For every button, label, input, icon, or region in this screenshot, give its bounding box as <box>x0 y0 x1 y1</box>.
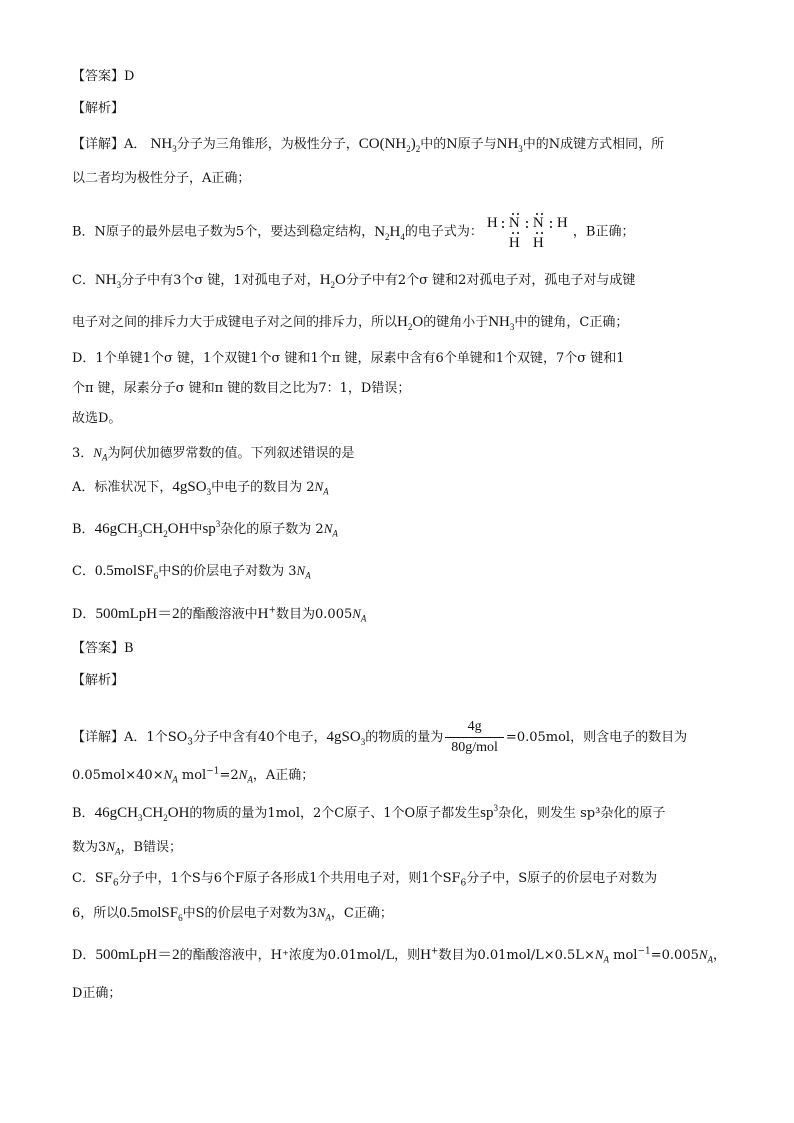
electron-dot <box>512 213 514 215</box>
analysis-tag-q2 <box>72 100 124 118</box>
f: SO <box>167 730 188 745</box>
formula-nh3 <box>95 272 121 288</box>
f: H <box>389 223 401 240</box>
na-symbol: N <box>323 521 333 536</box>
text: 中的键角，C正确； <box>514 315 629 330</box>
f-sup: 3 <box>215 519 221 529</box>
formula-n2h4 <box>374 224 405 240</box>
text: 杂化的原子数为 2 <box>220 522 324 537</box>
text: A． <box>124 137 147 152</box>
f: NH <box>94 272 117 288</box>
q2-option-b-line <box>72 213 634 251</box>
q2-option-a-line1 <box>72 135 664 154</box>
text: 的物质的量为 <box>365 730 444 745</box>
f-sub: 2 <box>415 144 421 154</box>
answer-line-q2 <box>72 68 134 86</box>
na-sub: A <box>360 613 367 624</box>
q3-option-c <box>72 562 311 581</box>
text: 为阿伏加德罗常数的值。下列叙述错误的是 <box>107 446 355 461</box>
formula-urea <box>359 136 421 152</box>
text: mol <box>609 948 638 963</box>
text: 故选D。 <box>72 411 122 426</box>
electron-dot <box>517 213 519 215</box>
f: NH <box>496 136 519 152</box>
text: 中的N成键方式相同，所 <box>522 137 665 152</box>
formula-nh3 <box>497 136 523 152</box>
electron-dot <box>526 221 528 223</box>
text: 个π 键，尿素分子σ 键和π 键的数目之比为7：1，D错误； <box>72 381 411 396</box>
na-symbol: N <box>352 606 361 621</box>
answer-value: B <box>124 641 134 656</box>
f-sub: 6 <box>460 878 467 889</box>
f: 0.5molSF <box>94 563 154 579</box>
na-sub: A <box>172 774 178 785</box>
f-sub: 3 <box>509 322 515 332</box>
text: 6，所以 <box>72 906 120 921</box>
f-sub: 3 <box>116 280 122 290</box>
f: O <box>412 314 424 330</box>
q3-stem <box>72 444 354 463</box>
q3-solution-a-line1 <box>72 718 687 757</box>
f: sp <box>202 521 216 537</box>
text: ，C正确； <box>330 906 393 921</box>
formula-sp3 <box>202 521 220 537</box>
formula-ph: 500mLpH＝2 <box>95 947 180 963</box>
text: A．1个 <box>124 730 168 745</box>
q2-option-c-line2 <box>72 313 628 332</box>
text: 中电子的数目为 2 <box>211 480 315 495</box>
na-symbol: N <box>238 767 248 782</box>
lewis-structure-n2h4 <box>487 213 569 251</box>
formula-so3 <box>172 479 211 495</box>
f: sp <box>480 805 494 821</box>
q3-solution-b-line1 <box>72 804 665 823</box>
formula-ph: 500mLpH＝2 <box>95 606 180 622</box>
detail-tag: 【详解】 <box>72 730 125 745</box>
f-sub: 2 <box>385 231 390 242</box>
f: 46gCH <box>94 805 138 821</box>
text: 电子对之间的排斥力大于成键电子对之间的排斥力，所以 <box>72 315 398 330</box>
na-symbol: N <box>296 563 306 578</box>
lewis-h: H <box>486 215 498 231</box>
text: C． <box>72 564 95 579</box>
f: H <box>397 314 408 330</box>
na-symbol: N <box>314 479 324 494</box>
electron-dot <box>550 221 552 223</box>
answer-line-q3 <box>72 640 134 658</box>
text: C．SF <box>72 871 113 886</box>
electron-dot <box>541 232 543 234</box>
formula-so3 <box>327 729 366 745</box>
f-sub: 2 <box>407 322 413 332</box>
na-symbol: N <box>106 839 115 854</box>
text: D． <box>72 948 96 963</box>
electron-dot <box>536 232 538 234</box>
answer-tag: 【答案】 <box>72 69 125 84</box>
analysis-label: 【解析】 <box>72 101 125 116</box>
formula-h2o <box>320 272 346 288</box>
f-sup: 3 <box>493 803 498 813</box>
answer-tag: 【答案】 <box>72 641 125 656</box>
text: D．1个单键1个σ 键，1个双键1个σ 键和1个π 键，尿素中含有6个单键和1个双键，7个σ 键和1 <box>72 351 625 366</box>
q3-solution-c-line1 <box>72 870 657 888</box>
f: CO(NH <box>358 136 407 152</box>
formula-sp3 <box>480 805 498 821</box>
electron-dot <box>502 226 504 228</box>
f-sub: 3 <box>206 487 212 497</box>
f-sub: 6 <box>112 878 119 889</box>
text: 中S的价层电子对数为 3 <box>158 564 297 579</box>
analysis-label: 【解析】 <box>72 673 125 688</box>
formula-h2o <box>397 314 423 330</box>
text: D． <box>72 607 96 622</box>
formula-sf6 <box>119 905 182 921</box>
q3-option-b <box>72 520 338 539</box>
f-sup: + <box>268 605 277 616</box>
text: 中的N原子与 <box>420 137 497 152</box>
f-sub: 3 <box>187 737 193 748</box>
f-sub: 6 <box>153 571 159 581</box>
f: OH <box>167 805 190 821</box>
text: ，B错误； <box>120 840 183 855</box>
text: B．N原子的最外层电子数为5个，要达到稳定结构， <box>72 224 375 240</box>
denominator: 80g/mol <box>451 740 498 755</box>
na-symbol: N <box>163 767 173 782</box>
formula-hplus: H <box>420 947 431 963</box>
text: =2 <box>219 768 239 783</box>
text: 的电子式为： <box>404 224 483 240</box>
detail-tag: 【详解】 <box>72 137 125 152</box>
q2-option-a-line2 <box>72 170 250 188</box>
na-sub: A <box>247 774 253 785</box>
text: 以二者均为极性分子，A正确； <box>72 171 251 186</box>
text: 中S的价层电子对数为3 <box>182 906 317 921</box>
na-sub: A <box>305 570 311 581</box>
text: 的酯酸溶液中 <box>179 607 258 622</box>
q3-solution-b-line2 <box>72 838 182 857</box>
lewis-h: H <box>508 235 520 251</box>
text: 的物质的量为1mol，2个C原子、1个O原子都发生 <box>189 806 481 821</box>
f-sub: 2 <box>163 529 168 539</box>
formula-nh3 <box>488 314 514 330</box>
lewis-n: N <box>508 215 520 231</box>
fraction-mass-over-molar <box>445 718 504 757</box>
text: mol <box>177 768 207 783</box>
f: NH <box>150 136 173 152</box>
q3-option-d <box>72 605 366 624</box>
f: 4gSO <box>326 729 361 745</box>
text: D正确； <box>72 986 122 1001</box>
na-symbol: N <box>316 905 326 920</box>
text: ，B正确； <box>572 224 635 240</box>
electron-dot <box>536 213 538 215</box>
text: 分子中含有40个电子， <box>193 730 327 745</box>
text: B． <box>72 806 95 821</box>
answer-value: D <box>124 69 135 84</box>
formula-ethanol <box>95 521 190 537</box>
f-sub: 4 <box>400 231 405 242</box>
electron-dot <box>526 226 528 228</box>
text: 数目为0.01mol/L×0.5L× <box>438 948 595 963</box>
f-sup: −1 <box>206 766 220 777</box>
text: 的酯酸溶液中，H⁺浓度为0.01mol/L，则 <box>179 948 421 963</box>
text: 杂化，则发生 sp³杂化的原子 <box>498 806 666 821</box>
q3-solution-a-line2 <box>72 766 314 785</box>
electron-dot <box>550 226 552 228</box>
f-sup: −1 <box>637 946 651 957</box>
f-sub: 2 <box>163 813 168 823</box>
text: 数目为0.005 <box>276 607 353 622</box>
electron-dot <box>512 232 514 234</box>
f: CH <box>142 521 164 537</box>
text: 的键角小于 <box>423 315 489 330</box>
text: 分子为三角锥形，为极性分子， <box>176 137 359 152</box>
f: H <box>319 272 331 288</box>
na-sub: A <box>323 486 329 497</box>
text: 分子中有2个σ 键和2对孤电子对，孤电子对与成键 <box>345 273 636 288</box>
f: O <box>335 272 346 288</box>
q3-solution-c-line2 <box>72 904 393 923</box>
f-sub: 6 <box>178 913 183 923</box>
na-sub: A <box>707 954 714 965</box>
f-sub: 2 <box>330 280 336 290</box>
f: 4gSO <box>172 479 207 495</box>
na-symbol: N <box>594 947 604 962</box>
q3-solution-d-line1 <box>72 946 726 965</box>
formula-hplus: H <box>257 606 269 622</box>
q3-option-a <box>72 478 329 497</box>
na-symbol: N <box>93 445 102 460</box>
f-sup: + <box>430 946 439 957</box>
f-sub: 3 <box>360 737 366 747</box>
f: 0.5molSF <box>119 905 179 921</box>
q2-conclusion <box>72 410 121 428</box>
f: OH <box>167 521 190 537</box>
na-sub: A <box>332 528 338 539</box>
analysis-tag-q3 <box>72 672 124 690</box>
text: 分子中，S原子的价层电子对数为 <box>466 871 658 886</box>
text: 分子中，1个S与6个F原子各形成1个共用电子对，则1个SF <box>118 871 461 886</box>
q2-option-c-line1 <box>72 271 635 290</box>
na-sub: A <box>114 846 121 857</box>
text: =0.05mol，则含电子的数目为 <box>505 730 688 745</box>
f-sub: 3 <box>518 144 523 154</box>
text: 数为3 <box>72 840 107 855</box>
lewis-h: H <box>556 215 568 231</box>
na-symbol: N <box>698 947 708 962</box>
text: C． <box>72 273 95 288</box>
lewis-h: H <box>532 235 544 251</box>
text: =0.005 <box>650 948 699 963</box>
formula-sf6 <box>95 563 158 579</box>
text: B． <box>72 522 95 537</box>
text: 中 <box>189 522 203 537</box>
na-sub: A <box>325 912 331 923</box>
q2-option-d-line1 <box>72 350 625 368</box>
na-sub: A <box>603 954 610 965</box>
text: 0.05mol×40× <box>72 768 164 783</box>
text: 3． <box>72 446 94 461</box>
na-sub: A <box>101 452 108 463</box>
electron-dot <box>502 221 504 223</box>
f: CH <box>142 805 164 821</box>
text: ，A正确； <box>252 768 315 783</box>
f: NH <box>488 314 510 330</box>
text: A．标准状况下， <box>72 480 173 495</box>
formula-nh3 <box>151 136 177 152</box>
f: ) <box>410 136 416 152</box>
electron-dot <box>517 232 519 234</box>
text: ， <box>713 948 727 963</box>
electron-dot <box>541 213 543 215</box>
numerator: 4g <box>445 718 504 738</box>
f-sub: 3 <box>172 144 177 154</box>
f-sub: 2 <box>406 144 411 154</box>
formula-ethanol <box>95 805 190 821</box>
lewis-n: N <box>532 215 544 231</box>
q3-solution-d-line2 <box>72 985 121 1003</box>
text: 分子中有3个σ 键，1对孤电子对， <box>121 273 320 288</box>
f: 46gCH <box>94 521 138 537</box>
f: N <box>374 223 386 240</box>
f-sub: 3 <box>137 813 143 823</box>
f-sub: 3 <box>137 529 143 539</box>
q2-option-d-line2 <box>72 380 410 398</box>
